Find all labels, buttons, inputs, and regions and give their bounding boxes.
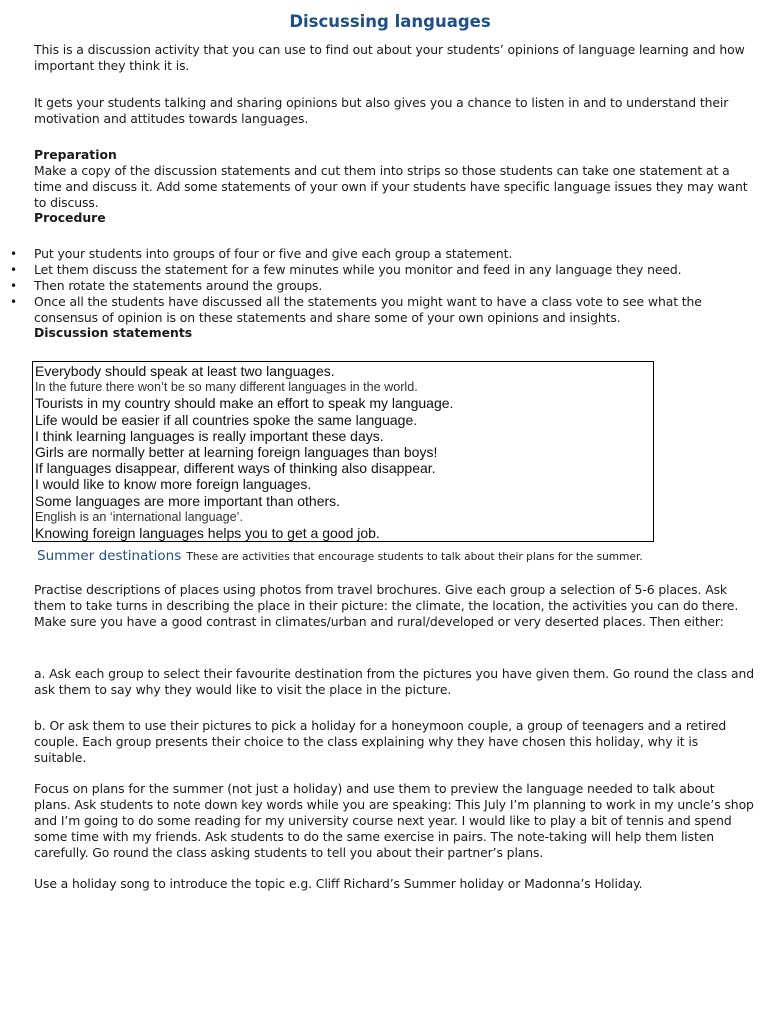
summer-paragraph-3: b. Or ask them to use their pictures to pick a holiday for a honeymoon couple, a group of teenagers and a retired couple. Each group presents their choice to the class explaining why they have chosen this holiday, why it is suitable. bbox=[34, 718, 727, 765]
procedure-list bbox=[0, 246, 760, 326]
summer-paragraph-4: Focus on plans for the summer (not just a holiday) and use them to preview the language needed to talk about plans. Ask students to note down key words while you are speaking: This July I’m planning to work in my uncle’s shop and I’m going to do some reading for my university course next year. I would like to play a bit of tennis and spend some time with my friends. Ask students to do the same exercise in pairs. The note-taking will help them listen carefully. Go round the class asking students to tell you about their partner’s plans. bbox=[34, 781, 754, 860]
statement: Life would be easier if all countries spoke the same language. bbox=[35, 411, 418, 428]
bullet-icon: • bbox=[10, 263, 17, 277]
list-item: • Once all the students have discussed all the statements you might want to have a class vote to see what the consensus of opinion is on these statements and share some of your own opinions and insights. bbox=[10, 294, 702, 325]
page-title: Discussing languages bbox=[289, 12, 491, 31]
summer-paragraph-2: a. Ask each group to select their favourite destination from the pictures you have given them. Go round the class and ask them to say why they would like to visit the place in the picture. bbox=[34, 666, 754, 697]
statement: Some languages are more important than others. bbox=[35, 492, 341, 509]
intro-paragraph-2: It gets your students talking and sharing opinions but also gives you a chance to listen in and to understand their motivation and attitudes towards languages. bbox=[34, 95, 729, 126]
bullet-icon: • bbox=[10, 295, 17, 309]
summer-paragraph-1: Practise descriptions of places using photos from travel brochures. Give each group a selection of 5-6 places. Ask them to take turns in describing the place in their picture: the climate, the location, the activities you can do there. Make sure you have a good contrast in climates/urban and rural/developed or very deserted places. Then either: bbox=[34, 582, 739, 629]
statement: Everybody should speak at least two languages. bbox=[35, 363, 335, 379]
list-item: • Put your students into groups of four or five and give each group a statement. bbox=[10, 246, 513, 261]
statement: English is an ‘international language’. bbox=[35, 509, 243, 524]
list-item: • Let them discuss the statement for a few minutes while you monitor and feed in any language they need. bbox=[10, 262, 682, 277]
statement: Girls are normally better at learning foreign languages than boys! bbox=[35, 444, 438, 461]
intro-paragraph-1: This is a discussion activity that you can use to find out about your students’ opinions of language learning and how important they think it is. bbox=[34, 42, 745, 73]
statement: Tourists in my country should make an effort to speak my language. bbox=[35, 395, 454, 412]
bullet-icon: • bbox=[10, 279, 17, 293]
summer-description: These are activities that encourage students to talk about their plans for the summer. bbox=[186, 551, 643, 563]
preparation-text: Make a copy of the discussion statements and cut them into strips so those students can take one statement at a time and discuss it. Add some statements of your own if your students have specific language issues they may want to discuss. bbox=[34, 163, 748, 210]
procedure-heading: Procedure bbox=[34, 210, 106, 225]
statement: If languages disappear, different ways of thinking also disappear. bbox=[35, 460, 436, 477]
summer-heading: Summer destinations bbox=[37, 548, 182, 564]
discussion-heading: Discussion statements bbox=[34, 325, 193, 340]
statement: Knowing foreign languages helps you to get a good job. bbox=[35, 525, 380, 542]
discussion-statements-box bbox=[32, 361, 654, 542]
summer-paragraph-5: Use a holiday song to introduce the topic e.g. Cliff Richard’s Summer holiday or Madonna’s Holiday. bbox=[34, 876, 643, 891]
list-item: • Then rotate the statements around the groups. bbox=[10, 278, 323, 293]
preparation-heading: Preparation bbox=[34, 147, 117, 162]
statement: I think learning languages is really important these days. bbox=[35, 427, 384, 444]
summer-heading-line bbox=[37, 545, 643, 564]
bullet-icon: • bbox=[10, 247, 17, 261]
statement: In the future there won’t be so many different languages in the world. bbox=[35, 380, 418, 395]
statement: I would like to know more foreign languages. bbox=[35, 476, 312, 493]
